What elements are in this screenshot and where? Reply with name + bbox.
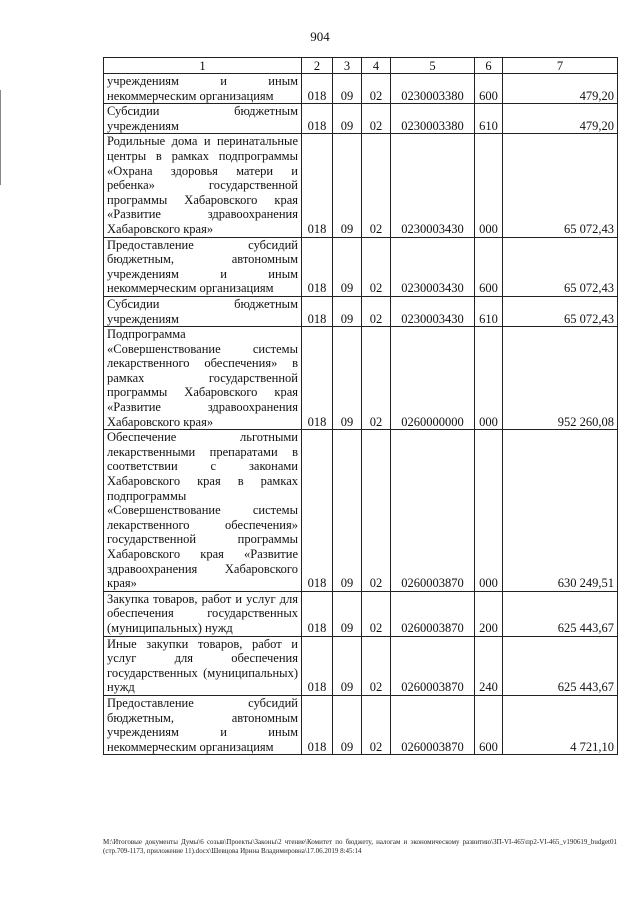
target-article-cell: 0260003870 bbox=[391, 591, 475, 636]
admin-code-cell: 018 bbox=[302, 430, 333, 592]
expense-type-cell: 200 bbox=[475, 591, 503, 636]
admin-code-cell: 018 bbox=[302, 327, 333, 430]
file-path-footer: M:\Итоговые документы Думы\6 созыв\Проекты\Законы\2 чтение\Комитет по бюджету, налогам и экономическому развитию\ЗП-VI-465\пр2-VI-465_v190619_budget01 (стр.709-1173, приложение 11).docx\Шевцова Ирина Владимировна\17.06.2019 8:45:14 bbox=[103, 838, 617, 855]
section-cell: 09 bbox=[333, 296, 362, 326]
column-header: 2 bbox=[302, 58, 333, 74]
target-article-cell: 0230003380 bbox=[391, 104, 475, 134]
table-row bbox=[104, 134, 618, 237]
subsection-cell: 02 bbox=[362, 237, 391, 296]
admin-code-cell: 018 bbox=[302, 237, 333, 296]
target-article-cell: 0230003430 bbox=[391, 237, 475, 296]
page-number: 904 bbox=[310, 29, 330, 44]
subsection-cell: 02 bbox=[362, 430, 391, 592]
amount-cell: 479,20 bbox=[503, 74, 618, 104]
budget-table bbox=[103, 57, 618, 755]
table-row bbox=[104, 695, 618, 754]
expense-type-cell: 600 bbox=[475, 695, 503, 754]
admin-code-cell: 018 bbox=[302, 591, 333, 636]
table-row bbox=[104, 237, 618, 296]
admin-code-cell: 018 bbox=[302, 636, 333, 695]
target-article-cell: 0230003430 bbox=[391, 134, 475, 237]
admin-code-cell: 018 bbox=[302, 296, 333, 326]
target-article-cell: 0260003870 bbox=[391, 430, 475, 592]
expense-type-cell: 240 bbox=[475, 636, 503, 695]
column-header: 4 bbox=[362, 58, 391, 74]
target-article-cell: 0230003380 bbox=[391, 74, 475, 104]
section-cell: 09 bbox=[333, 104, 362, 134]
subsection-cell: 02 bbox=[362, 296, 391, 326]
table-row bbox=[104, 636, 618, 695]
expense-type-cell: 000 bbox=[475, 134, 503, 237]
expense-type-cell: 610 bbox=[475, 104, 503, 134]
row-name-cell: Иные закупки товаров, работ и услуг для обеспечения государственных (муниципальных) нужд bbox=[104, 636, 302, 695]
amount-cell: 65 072,43 bbox=[503, 237, 618, 296]
subsection-cell: 02 bbox=[362, 327, 391, 430]
amount-cell: 4 721,10 bbox=[503, 695, 618, 754]
row-name-cell: Предоставление субсидий бюджетным, автономным учреждениям и иным некоммерческим организациям bbox=[104, 237, 302, 296]
subsection-cell: 02 bbox=[362, 134, 391, 237]
table-row bbox=[104, 296, 618, 326]
margin-rule bbox=[0, 90, 1, 185]
subsection-cell: 02 bbox=[362, 695, 391, 754]
column-header: 1 bbox=[104, 58, 302, 74]
row-name-cell: Обеспечение льготными лекарственными препаратами в соответствии с законами Хабаровского края в рамках подпрограммы «Совершенствование системы лекарственного обеспечения» государственной программы Хабаровского края «Развитие здравоохранения Хабаровского края» bbox=[104, 430, 302, 592]
column-header: 6 bbox=[475, 58, 503, 74]
section-cell: 09 bbox=[333, 430, 362, 592]
target-article-cell: 0260003870 bbox=[391, 636, 475, 695]
subsection-cell: 02 bbox=[362, 591, 391, 636]
row-name-cell: Предоставление субсидий бюджетным, автономным учреждениям и иным некоммерческим организациям bbox=[104, 695, 302, 754]
expense-type-cell: 610 bbox=[475, 296, 503, 326]
amount-cell: 625 443,67 bbox=[503, 591, 618, 636]
amount-cell: 952 260,08 bbox=[503, 327, 618, 430]
target-article-cell: 0260000000 bbox=[391, 327, 475, 430]
table-row bbox=[104, 430, 618, 592]
table-row bbox=[104, 327, 618, 430]
subsection-cell: 02 bbox=[362, 74, 391, 104]
subsection-cell: 02 bbox=[362, 104, 391, 134]
table-row bbox=[104, 591, 618, 636]
admin-code-cell: 018 bbox=[302, 134, 333, 237]
column-header: 7 bbox=[503, 58, 618, 74]
section-cell: 09 bbox=[333, 237, 362, 296]
section-cell: 09 bbox=[333, 591, 362, 636]
row-name-cell: Субсидии бюджетным учреждениям bbox=[104, 104, 302, 134]
admin-code-cell: 018 bbox=[302, 695, 333, 754]
row-name-cell: Субсидии бюджетным учреждениям bbox=[104, 296, 302, 326]
row-name-cell: Родильные дома и перинатальные центры в рамках подпрограммы «Охрана здоровья матери и ребенка» государственной программы Хабаровского края «Развитие здравоохранения Хабаровского края» bbox=[104, 134, 302, 237]
section-cell: 09 bbox=[333, 636, 362, 695]
row-name-cell: учреждениям и иным некоммерческим организациям bbox=[104, 74, 302, 104]
row-name-cell: Подпрограмма «Совершенствование системы лекарственного обеспечения» в рамках государственной программы Хабаровского края «Развитие здравоохранения Хабаровского края» bbox=[104, 327, 302, 430]
target-article-cell: 0260003870 bbox=[391, 695, 475, 754]
section-cell: 09 bbox=[333, 74, 362, 104]
expense-type-cell: 600 bbox=[475, 74, 503, 104]
table-row bbox=[104, 74, 618, 104]
amount-cell: 630 249,51 bbox=[503, 430, 618, 592]
target-article-cell: 0230003430 bbox=[391, 296, 475, 326]
subsection-cell: 02 bbox=[362, 636, 391, 695]
expense-type-cell: 600 bbox=[475, 237, 503, 296]
table-row bbox=[104, 104, 618, 134]
column-header: 3 bbox=[333, 58, 362, 74]
expense-type-cell: 000 bbox=[475, 430, 503, 592]
amount-cell: 65 072,43 bbox=[503, 296, 618, 326]
row-name-cell: Закупка товаров, работ и услуг для обеспечения государственных (муниципальных) нужд bbox=[104, 591, 302, 636]
amount-cell: 479,20 bbox=[503, 104, 618, 134]
section-cell: 09 bbox=[333, 327, 362, 430]
section-cell: 09 bbox=[333, 134, 362, 237]
column-header: 5 bbox=[391, 58, 475, 74]
admin-code-cell: 018 bbox=[302, 74, 333, 104]
amount-cell: 625 443,67 bbox=[503, 636, 618, 695]
admin-code-cell: 018 bbox=[302, 104, 333, 134]
expense-type-cell: 000 bbox=[475, 327, 503, 430]
section-cell: 09 bbox=[333, 695, 362, 754]
header-row bbox=[104, 58, 618, 74]
amount-cell: 65 072,43 bbox=[503, 134, 618, 237]
